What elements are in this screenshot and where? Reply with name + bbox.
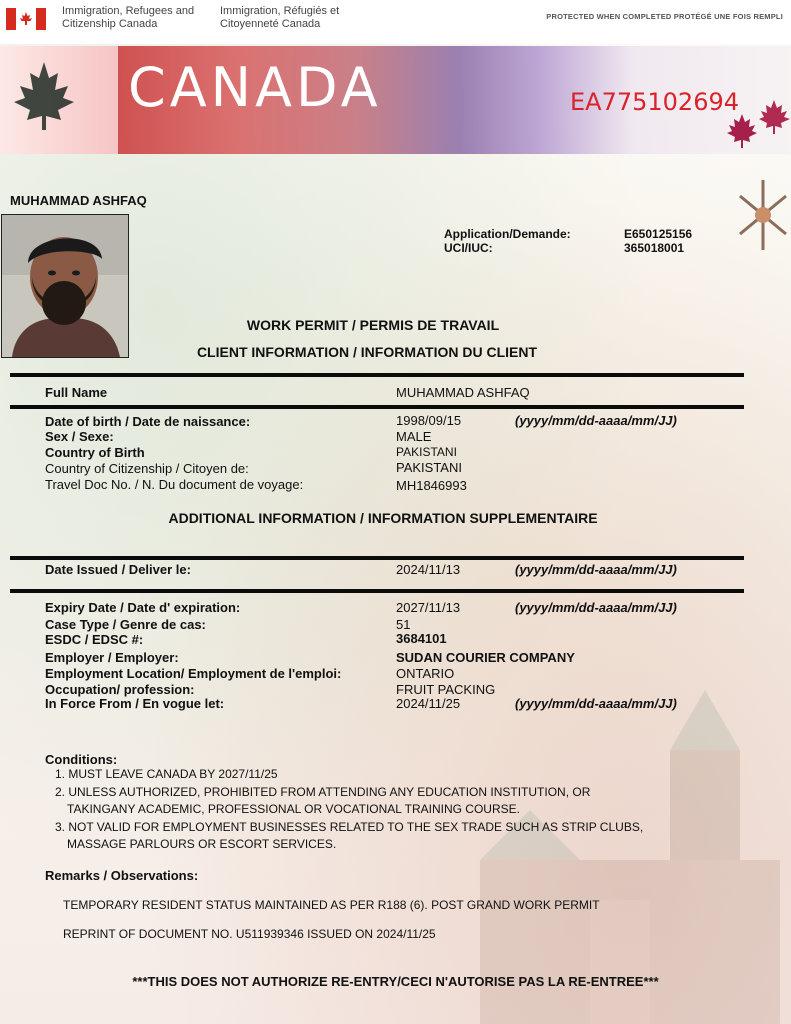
divider <box>10 589 744 593</box>
case-type-label: Case Type / Genre de cas: <box>45 617 206 632</box>
dob-value: 1998/09/15 <box>396 413 462 428</box>
expiry-format: (yyyy/mm/dd-aaaa/mm/JJ) <box>515 600 677 615</box>
department-name-fr: Immigration, Réfugiés et Citoyenneté Canada <box>220 5 340 30</box>
remark-2: REPRINT OF DOCUMENT NO. U511939346 ISSUED ON 2024/11/25 <box>63 927 436 941</box>
employment-location-label: Employment Location/ Employment de l'emploi: <box>45 666 342 681</box>
date-issued-label: Date Issued / Deliver le: <box>45 562 191 577</box>
birth-country-label: Country of Birth <box>45 445 145 460</box>
holder-photo <box>1 214 129 358</box>
permit-title: WORK PERMIT / PERMIS DE TRAVAIL <box>246 317 500 333</box>
citizenship-label: Country of Citizenship / Citoyen de: <box>45 461 249 476</box>
divider <box>10 556 744 560</box>
employer-value: SUDAN COURIER COMPANY <box>396 650 575 665</box>
employer-label: Employer / Employer: <box>45 650 179 665</box>
birth-country-value: PAKISTANI <box>396 445 457 459</box>
expiry-value: 2027/11/13 <box>396 600 461 615</box>
country-wordmark: CANADA <box>128 56 382 119</box>
application-label: Application/Demande: <box>444 227 571 241</box>
uci-label: UCI/IUC: <box>444 241 493 255</box>
department-name-en: Immigration, Refugees and Citizenship Canada <box>62 5 195 30</box>
conditions-title: Conditions: <box>45 752 118 767</box>
application-values <box>624 227 692 255</box>
date-issued-format: (yyyy/mm/dd-aaaa/mm/JJ) <box>515 562 677 577</box>
occupation-value: FRUIT PACKING <box>396 682 496 697</box>
sex-label: Sex / Sexe: <box>45 429 114 444</box>
additional-info-title: ADDITIONAL INFORMATION / INFORMATION SUPPLEMENTAIRE <box>168 510 598 526</box>
canada-flag-icon <box>6 8 46 30</box>
expiry-label: Expiry Date / Date d' expiration: <box>45 600 241 615</box>
holder-name: MUHAMMAD ASHFAQ <box>10 193 147 208</box>
condition-1: 1. MUST LEAVE CANADA BY 2027/11/25 <box>55 767 278 781</box>
in-force-label: In Force From / En vogue let: <box>45 696 225 711</box>
application-labels <box>444 227 571 255</box>
condition-3: 3. NOT VALID FOR EMPLOYMENT BUSINESSES RELATED TO THE SEX TRADE SUCH AS STRIP CLUBS, <box>55 820 644 834</box>
client-info-title: CLIENT INFORMATION / INFORMATION DU CLIENT <box>196 344 538 360</box>
citizenship-value: PAKISTANI <box>396 460 462 475</box>
condition-3-cont: MASSAGE PARLOURS OR ESCORT SERVICES. <box>67 837 337 851</box>
maple-leaf-icon <box>6 58 82 134</box>
maple-leaves-icon <box>726 96 791 158</box>
full-name-label: Full Name <box>45 385 108 400</box>
remarks-title: Remarks / Observations: <box>45 868 199 883</box>
re-entry-notice: ***THIS DOES NOT AUTHORIZE RE-ENTRY/CECI N'AUTORISE PAS LA RE-ENTREE*** <box>132 974 659 989</box>
condition-2-cont: TAKINGANY ACADEMIC, PROFESSIONAL OR VOCATIONAL TRAINING COURSE. <box>67 802 520 816</box>
divider <box>10 405 744 409</box>
uci-number: 365018001 <box>624 241 685 255</box>
in-force-format: (yyyy/mm/dd-aaaa/mm/JJ) <box>515 696 677 711</box>
divider <box>10 373 744 377</box>
date-issued-value: 2024/11/13 <box>396 562 461 577</box>
occupation-label: Occupation/ profession: <box>45 682 195 697</box>
condition-2: 2. UNLESS AUTHORIZED, PROHIBITED FROM ATTENDING ANY EDUCATION INSTITUTION, OR <box>55 785 591 799</box>
snowflake-icon <box>736 172 791 258</box>
full-name-value: MUHAMMAD ASHFAQ <box>396 385 530 400</box>
case-type-value: 51 <box>396 617 411 632</box>
travel-doc-value: MH1846993 <box>396 478 467 493</box>
dob-label: Date of birth / Date de naissance: <box>45 414 251 429</box>
document-serial-number: EA775102694 <box>570 88 740 116</box>
application-number: E650125156 <box>624 227 693 241</box>
in-force-value: 2024/11/25 <box>396 696 461 711</box>
protected-notice: PROTECTED WHEN COMPLETED PROTÉGÉ UNE FOIS REMPLI <box>546 12 783 21</box>
esdc-value: 3684101 <box>396 631 447 646</box>
dob-format: (yyyy/mm/dd-aaaa/mm/JJ) <box>515 413 677 428</box>
travel-doc-label: Travel Doc No. / N. Du document de voyage: <box>45 477 304 492</box>
employment-location-value: ONTARIO <box>396 666 455 681</box>
remark-1: TEMPORARY RESIDENT STATUS MAINTAINED AS PER R188 (6). POST GRAND WORK PERMIT <box>63 898 600 912</box>
sex-value: MALE <box>396 429 432 444</box>
esdc-label: ESDC / EDSC #: <box>45 632 144 647</box>
